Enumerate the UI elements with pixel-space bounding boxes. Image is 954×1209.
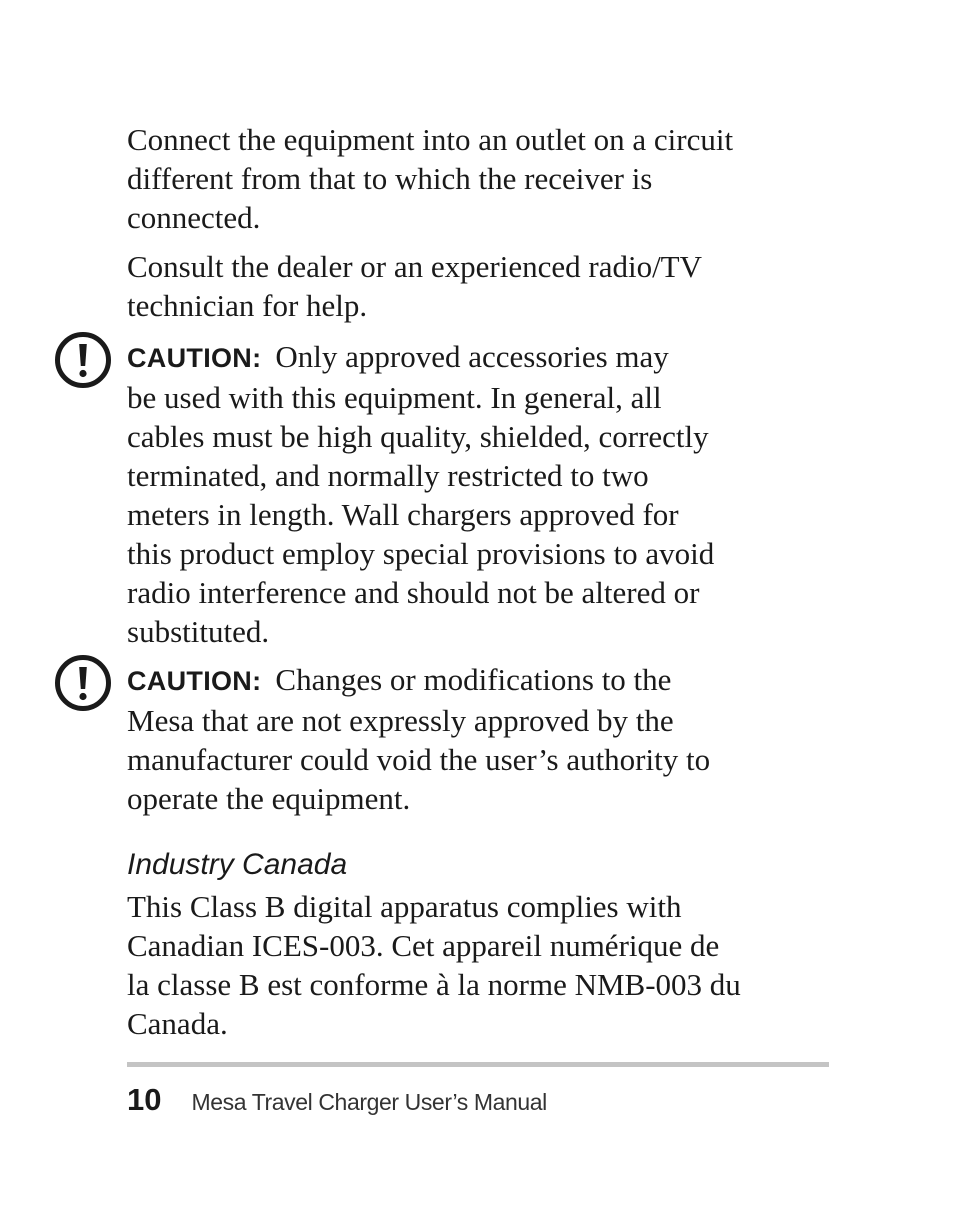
page-footer bbox=[127, 1080, 547, 1120]
text-line: operate the equipment. bbox=[127, 781, 411, 816]
text-line: Connect the equipment into an outlet on a circuit bbox=[127, 122, 734, 157]
caution-label: CAUTION: bbox=[127, 343, 262, 373]
text-line: be used with this equipment. In general, all bbox=[127, 380, 662, 415]
footer-divider bbox=[127, 1062, 829, 1067]
page-number: 10 bbox=[127, 1082, 162, 1117]
section-heading-industry-canada: Industry Canada bbox=[127, 848, 348, 881]
exclamation-circle-icon bbox=[54, 331, 112, 389]
paragraph-consult-dealer bbox=[127, 247, 847, 325]
text-line: radio interference and should not be altered or bbox=[127, 575, 700, 610]
text-line bbox=[127, 337, 847, 378]
text-line: Mesa that are not expressly approved by the bbox=[127, 703, 674, 738]
caution-modifications bbox=[127, 660, 847, 818]
caution-label: CAUTION: bbox=[127, 666, 262, 696]
text-line: meters in length. Wall chargers approved for bbox=[127, 497, 679, 532]
text-line: Canada. bbox=[127, 1006, 228, 1041]
caution-accessories bbox=[127, 337, 847, 651]
exclamation-circle-icon bbox=[54, 654, 112, 712]
text-line: la classe B est conforme à la norme NMB-003 du bbox=[127, 967, 741, 1002]
caution-text: Only approved accessories may bbox=[275, 339, 669, 374]
text-line: Consult the dealer or an experienced radio/TV bbox=[127, 249, 702, 284]
text-line: different from that to which the receiver is bbox=[127, 161, 653, 196]
paragraph-connect-outlet bbox=[127, 120, 847, 237]
text-line: cables must be high quality, shielded, correctly bbox=[127, 419, 709, 454]
paragraph-industry-canada bbox=[127, 887, 847, 1043]
manual-title: Mesa Travel Charger User’s Manual bbox=[191, 1089, 547, 1115]
text-line: connected. bbox=[127, 200, 261, 235]
text-line bbox=[127, 660, 847, 701]
text-line: manufacturer could void the user’s authority to bbox=[127, 742, 711, 777]
text-line: substituted. bbox=[127, 614, 270, 649]
caution-text: Changes or modifications to the bbox=[275, 662, 672, 697]
text-line: Canadian ICES-003. Cet appareil numérique de bbox=[127, 928, 720, 963]
text-line: this product employ special provisions to avoid bbox=[127, 536, 715, 571]
text-line: This Class B digital apparatus complies with bbox=[127, 889, 682, 924]
text-line: terminated, and normally restricted to two bbox=[127, 458, 649, 493]
text-line: technician for help. bbox=[127, 288, 368, 323]
